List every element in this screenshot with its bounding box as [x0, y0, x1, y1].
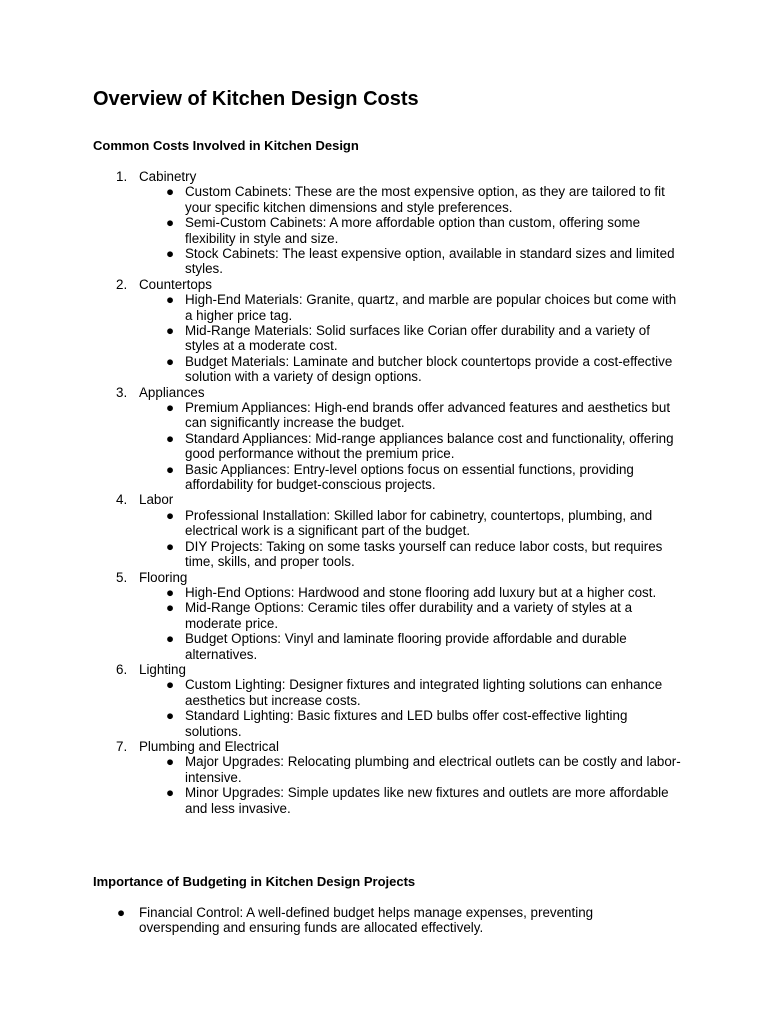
page-title: Overview of Kitchen Design Costs — [93, 88, 419, 110]
bullet-text: Mid-Range Materials: Solid surfaces like Corian offer durability and a variety of styles at a moderate cost. — [185, 323, 650, 354]
bullet-text: High-End Materials: Granite, quartz, and marble are popular choices but come with a higher price tag. — [185, 292, 677, 323]
bullet-icon: ● — [166, 400, 175, 416]
bullet-item — [93, 292, 685, 323]
bullet-icon: ● — [166, 584, 175, 600]
sub-bullet-list — [93, 292, 693, 384]
bullet-text: Standard Appliances: Mid-range appliances balance cost and functionality, offering good performance without the premium price. — [185, 430, 674, 462]
bullet-icon: ● — [166, 430, 175, 446]
bullet-icon: ● — [166, 631, 175, 647]
bullet-item — [93, 585, 685, 600]
bullet-text: Budget Materials: Laminate and butcher block countertops provide a cost-effective solution with a variety of design options. — [185, 353, 673, 385]
list-item-label: Plumbing and Electrical — [139, 738, 279, 754]
bullet-item — [93, 215, 685, 246]
bullet-icon: ● — [166, 785, 175, 801]
bullet-text: Custom Lighting: Designer fixtures and integrated lighting solutions can enhance aesthetics but increase costs. — [185, 677, 663, 708]
bullet-icon: ● — [166, 246, 175, 262]
bullet-text: Financial Control: A well-defined budget helps manage expenses, preventing overspending and ensuring funds are allocated effectively. — [139, 905, 594, 936]
bullet-text: Premium Appliances: High-end brands offer advanced features and aesthetics but can significantly increase the budget. — [185, 400, 671, 431]
list-number: 7. — [116, 738, 128, 754]
bullet-icon: ● — [166, 292, 175, 308]
bullet-text: DIY Projects: Taking on some tasks yourself can reduce labor costs, but requires time, skills, and proper tools. — [185, 538, 663, 570]
list-number: 3. — [116, 384, 128, 400]
bullet-item — [93, 462, 685, 493]
bullet-icon: ● — [166, 600, 175, 616]
list-number: 1. — [116, 169, 128, 184]
bullet-item — [93, 785, 685, 816]
bullet-text: Custom Cabinets: These are the most expensive option, as they are tailored to fit your specific kitchen dimensions and style preferences. — [185, 184, 665, 215]
sub-bullet-list — [93, 400, 693, 492]
list-item-label: Appliances — [139, 384, 205, 400]
list-item-flooring — [93, 570, 693, 662]
list-item-label: Flooring — [139, 569, 188, 585]
bullet-item — [93, 431, 685, 462]
bullet-item — [93, 754, 685, 785]
bullet-item — [93, 631, 685, 662]
bullet-item — [93, 539, 685, 570]
list-item-label: Lighting — [139, 661, 186, 677]
budgeting-bullet-list — [93, 905, 693, 936]
list-item-lighting — [93, 662, 693, 739]
list-item-appliances — [93, 385, 693, 493]
bullet-item — [93, 600, 685, 631]
bullet-item — [93, 246, 685, 277]
sub-bullet-list — [93, 184, 693, 276]
bullet-item — [93, 677, 685, 708]
bullet-icon: ● — [166, 507, 175, 523]
list-item-label: Cabinetry — [139, 169, 197, 184]
sub-bullet-list — [93, 754, 693, 816]
list-item-cabinetry — [93, 169, 693, 277]
bullet-text: Budget Options: Vinyl and laminate flooring provide affordable and durable alternatives. — [185, 631, 627, 662]
list-number: 5. — [116, 569, 128, 585]
cost-category-list — [93, 169, 693, 816]
bullet-item — [93, 905, 639, 936]
sub-bullet-list — [93, 508, 693, 570]
bullet-item — [93, 708, 685, 739]
list-number: 6. — [116, 661, 128, 677]
bullet-icon: ● — [166, 323, 175, 339]
bullet-item — [93, 323, 685, 354]
bullet-text: Semi-Custom Cabinets: A more affordable option than custom, offering some flexibility in style and size. — [185, 215, 641, 246]
bullet-icon: ● — [166, 461, 175, 477]
bullet-text: Major Upgrades: Relocating plumbing and electrical outlets can be costly and labor-intensive. — [185, 754, 681, 785]
section-heading-common-costs: Common Costs Involved in Kitchen Design — [93, 138, 359, 153]
list-number: 2. — [116, 276, 128, 292]
bullet-text: Stock Cabinets: The least expensive option, available in standard sizes and limited styles. — [185, 246, 675, 277]
list-item-countertops — [93, 277, 693, 385]
bullet-icon: ● — [166, 353, 175, 369]
list-item-label: Countertops — [139, 276, 212, 292]
bullet-icon: ● — [166, 708, 175, 724]
bullet-text: Basic Appliances: Entry-level options focus on essential functions, providing affordability for budget-conscious projects. — [185, 461, 634, 493]
list-item-plumbing-electrical — [93, 739, 693, 816]
list-item-labor — [93, 492, 693, 569]
bullet-item — [93, 354, 685, 385]
bullet-item — [93, 508, 685, 539]
section-heading-budgeting: Importance of Budgeting in Kitchen Design Projects — [93, 874, 416, 889]
bullet-icon: ● — [166, 754, 175, 770]
bullet-icon: ● — [166, 215, 175, 231]
list-number: 4. — [116, 492, 128, 508]
bullet-icon: ● — [166, 538, 175, 554]
bullet-icon: ● — [117, 905, 126, 920]
bullet-icon: ● — [166, 677, 175, 693]
list-item-label: Labor — [139, 492, 174, 508]
bullet-text: Minor Upgrades: Simple updates like new fixtures and outlets are more affordable and less invasive. — [185, 785, 669, 816]
sub-bullet-list — [93, 585, 693, 662]
bullet-icon: ● — [166, 184, 175, 200]
sub-bullet-list — [93, 677, 693, 739]
bullet-text: Standard Lighting: Basic fixtures and LED bulbs offer cost-effective lighting solutions. — [185, 708, 628, 739]
bullet-item — [93, 184, 685, 215]
bullet-text: High-End Options: Hardwood and stone flooring add luxury but at a higher cost. — [185, 584, 657, 600]
bullet-text: Professional Installation: Skilled labor for cabinetry, countertops, plumbing, and electrical work is a significant part of the budget. — [185, 507, 653, 539]
bullet-item — [93, 400, 685, 431]
bullet-text: Mid-Range Options: Ceramic tiles offer durability and a variety of styles at a moderate price. — [185, 600, 633, 631]
